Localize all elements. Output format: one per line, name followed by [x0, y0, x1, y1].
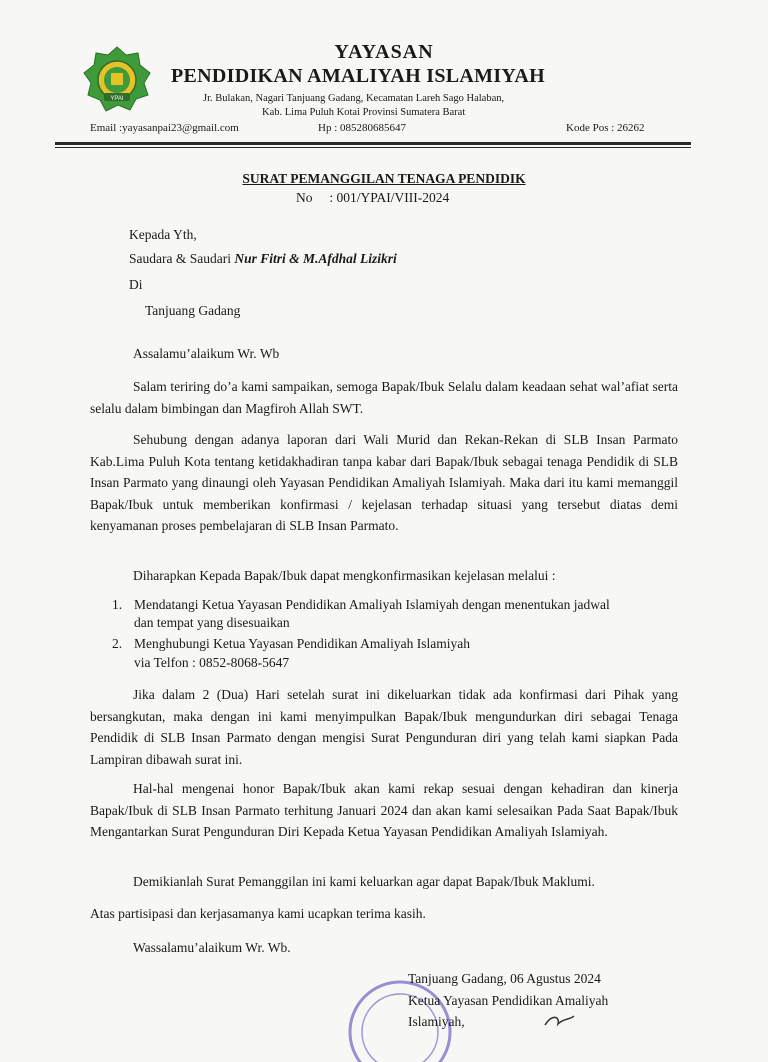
paragraph-5: Hal-hal mengenai honor Bapak/Ibuk akan kami rekap sesuai dengan kehadiran dan kinerja Bapak/Ibuk di SLB Insan Parmato terhitung Januari 2024 dan akan kami selesaikan Pada Saat Bapak/Ibuk Mengantarkan Surat Pengunduran Diri Kepada Ketua Yayasan Pendidikan Amaliyah Islamiyah.: [90, 781, 678, 839]
signature-place-date: Tanjuang Gadang, 06 Agustus 2024: [408, 971, 601, 986]
paragraph-4: Jika dalam 2 (Dua) Hari setelah surat ini dikeluarkan tidak ada konfirmasi dari Pihak yang bersangkutan, maka dengan ini kami menyimpulkan Bapak/Ibuk mengundurkan diri sebagai Tenaga Pendidik di SLB Insan Parmato dengan mengisi Surat Pengunduran diri yang telah kami siapkan Pada Lampiran dibawah surat ini.: [90, 687, 678, 767]
recipient-di: Di: [129, 277, 143, 292]
logo-text: YPAI: [110, 96, 124, 102]
recipient-place: Tanjuang Gadang: [145, 303, 241, 318]
header-rule-thin: [55, 147, 691, 148]
paragraph-1: Salam teriring do’a kami sampaikan, semoga Bapak/Ibuk Selalu dalam keadaan sehat wal’afiat serta selalu dalam bimbingan dan Magfiroh Allah SWT.: [90, 379, 678, 416]
thanks-line: Atas partisipasi dan kerjasamanya kami ucapkan terima kasih.: [90, 906, 426, 921]
list-item-1-number: 1.: [112, 597, 123, 612]
header-rule-thick: [55, 142, 691, 145]
phone: Hp : 085280685647: [318, 122, 406, 134]
signature-position: Ketua Yayasan Pendidikan Amaliyah: [408, 993, 609, 1008]
recipient-names: Nur Fitri & M.Afdhal Lizikri: [234, 251, 397, 266]
signature-position-2: Islamiyah,: [408, 1014, 465, 1029]
address-line-1: Jr. Bulakan, Nagari Tanjuang Gadang, Kecamatan Lareh Sago Halaban,: [203, 93, 505, 104]
signature-stroke: [540, 1010, 580, 1030]
greeting: Assalamu’alaikum Wr. Wb: [133, 346, 280, 361]
paragraph-6: Demikianlah Surat Pemanggilan ini kami keluarkan agar dapat Bapak/Ibuk Maklumi.: [133, 874, 595, 889]
closing: Wassalamu’alaikum Wr. Wb.: [133, 940, 291, 955]
letter-number: No : 001/YPAI/VIII-2024: [296, 190, 450, 205]
letter-title: SURAT PEMANGGILAN TENAGA PENDIDIK: [242, 171, 526, 186]
org-line-1: YAYASAN: [334, 41, 434, 63]
list-item-2-number: 2.: [112, 636, 123, 651]
address-line-2: Kab. Lima Puluh Kotai Provinsi Sumatera Barat: [262, 107, 466, 118]
recipient-line: [129, 251, 397, 267]
list-item-1-line-1: Mendatangi Ketua Yayasan Pendidikan Amaliyah Islamiyah dengan menentukan jadwal: [134, 597, 610, 612]
list-item-1-line-2: dan tempat yang disesuaikan: [134, 615, 290, 630]
org-line-2: PENDIDIKAN AMALIYAH ISLAMIYAH: [171, 65, 545, 87]
paragraph-3: Diharapkan Kepada Bapak/Ibuk dapat mengkonfirmasikan kejelasan melalui :: [133, 568, 556, 583]
recipient-to: Kepada Yth,: [129, 227, 197, 242]
email: Email :yayasanpai23@gmail.com: [90, 122, 239, 134]
salutation-prefix: Saudara & Saudari: [129, 251, 235, 266]
list-item-2-line-2: via Telfon : 0852-8068-5647: [134, 655, 290, 670]
paragraph-2: Sehubung dengan adanya laporan dari Wali Murid dan Rekan-Rekan di SLB Insan Parmato Kab.Lima Puluh Kota tentang ketidakhadiran tanpa kabar dari Bapak/Ibuk sebagai tenaga Pendidik di SLB Insan Parmato yang dinaungi oleh Yayasan Pendidikan Amaliyah Islamiyah. Maka dari itu kami memanggil Bapak/Ibuk untuk memberikan konfirmasi / kejelasan terhadap situasi yang tersebut diatas demi kenyamanan proses pembelajaran di SLB Insan Parmato.: [90, 432, 678, 533]
list-item-2-line-1: Menghubungi Ketua Yayasan Pendidikan Amaliyah Islamiyah: [134, 636, 470, 651]
postal-code: Kode Pos : 26262: [566, 122, 645, 134]
